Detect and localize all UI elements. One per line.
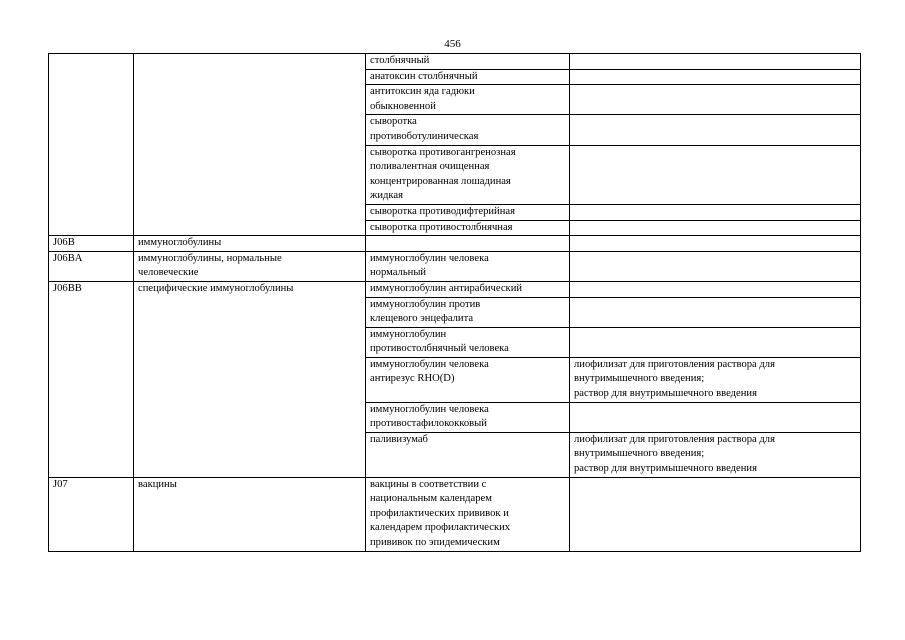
atc-group-cell: иммуноглобулины, нормальные человеческие xyxy=(134,251,366,281)
drug-name-cell xyxy=(366,236,570,252)
dosage-form-cell xyxy=(570,251,861,281)
atc-group-cell xyxy=(134,54,366,236)
dosage-form-cell xyxy=(570,85,861,115)
atc-group-cell: специфические иммуноглобулины xyxy=(134,281,366,477)
dosage-form-cell xyxy=(570,297,861,327)
table-row xyxy=(49,251,861,281)
atc-code-cell: J06BB xyxy=(49,281,134,477)
atc-code-cell: J07 xyxy=(49,477,134,551)
dosage-form-cell: лиофилизат для приготовления раствора для внутримышечного введения; раствор для внутримышечного введения xyxy=(570,357,861,402)
dosage-form-cell xyxy=(570,220,861,236)
dosage-form-cell xyxy=(570,402,861,432)
drug-name-cell: иммуноглобулин человека антирезус RHO(D) xyxy=(366,357,570,402)
drug-name-cell: анатоксин столбнячный xyxy=(366,69,570,85)
drug-name-cell: сыворотка противостолбнячная xyxy=(366,220,570,236)
dosage-form-cell: лиофилизат для приготовления раствора для внутримышечного введения; раствор для внутримышечного введения xyxy=(570,432,861,477)
drug-name-cell: иммуноглобулин человека противостафилококковый xyxy=(366,402,570,432)
dosage-form-cell xyxy=(570,69,861,85)
drug-name-cell: иммуноглобулин против клещевого энцефалита xyxy=(366,297,570,327)
dosage-form-cell xyxy=(570,281,861,297)
atc-group-cell: иммуноглобулины xyxy=(134,236,366,252)
drug-name-cell: сыворотка противодифтерийная xyxy=(366,204,570,220)
dosage-form-cell xyxy=(570,54,861,70)
atc-group-cell: вакцины xyxy=(134,477,366,551)
dosage-form-cell xyxy=(570,236,861,252)
drug-name-cell: иммуноглобулин человека нормальный xyxy=(366,251,570,281)
atc-code-cell xyxy=(49,54,134,236)
dosage-form-cell xyxy=(570,145,861,204)
drug-name-cell: сыворотка противоботулиническая xyxy=(366,115,570,145)
table-row xyxy=(49,281,861,297)
dosage-form-cell xyxy=(570,204,861,220)
dosage-form-cell xyxy=(570,477,861,551)
table-row xyxy=(49,54,861,70)
drug-name-cell: иммуноглобулин противостолбнячный человека xyxy=(366,327,570,357)
dosage-form-cell xyxy=(570,115,861,145)
drug-name-cell: паливизумаб xyxy=(366,432,570,477)
drug-name-cell: антитоксин яда гадюки обыкновенной xyxy=(366,85,570,115)
drug-name-cell: иммуноглобулин антирабический xyxy=(366,281,570,297)
drug-name-cell: сыворотка противогангренозная поливалентная очищенная концентрированная лошадиная жидкая xyxy=(366,145,570,204)
drug-classification-table xyxy=(48,53,861,552)
atc-code-cell: J06B xyxy=(49,236,134,252)
dosage-form-cell xyxy=(570,327,861,357)
drug-name-cell: столбнячный xyxy=(366,54,570,70)
table-row xyxy=(49,477,861,551)
table-row xyxy=(49,236,861,252)
atc-code-cell: J06BA xyxy=(49,251,134,281)
page-number: 456 xyxy=(444,38,461,50)
drug-name-cell: вакцины в соответствии с национальным календарем профилактических прививок и календарем профилактических прививок по эпидемическим xyxy=(366,477,570,551)
